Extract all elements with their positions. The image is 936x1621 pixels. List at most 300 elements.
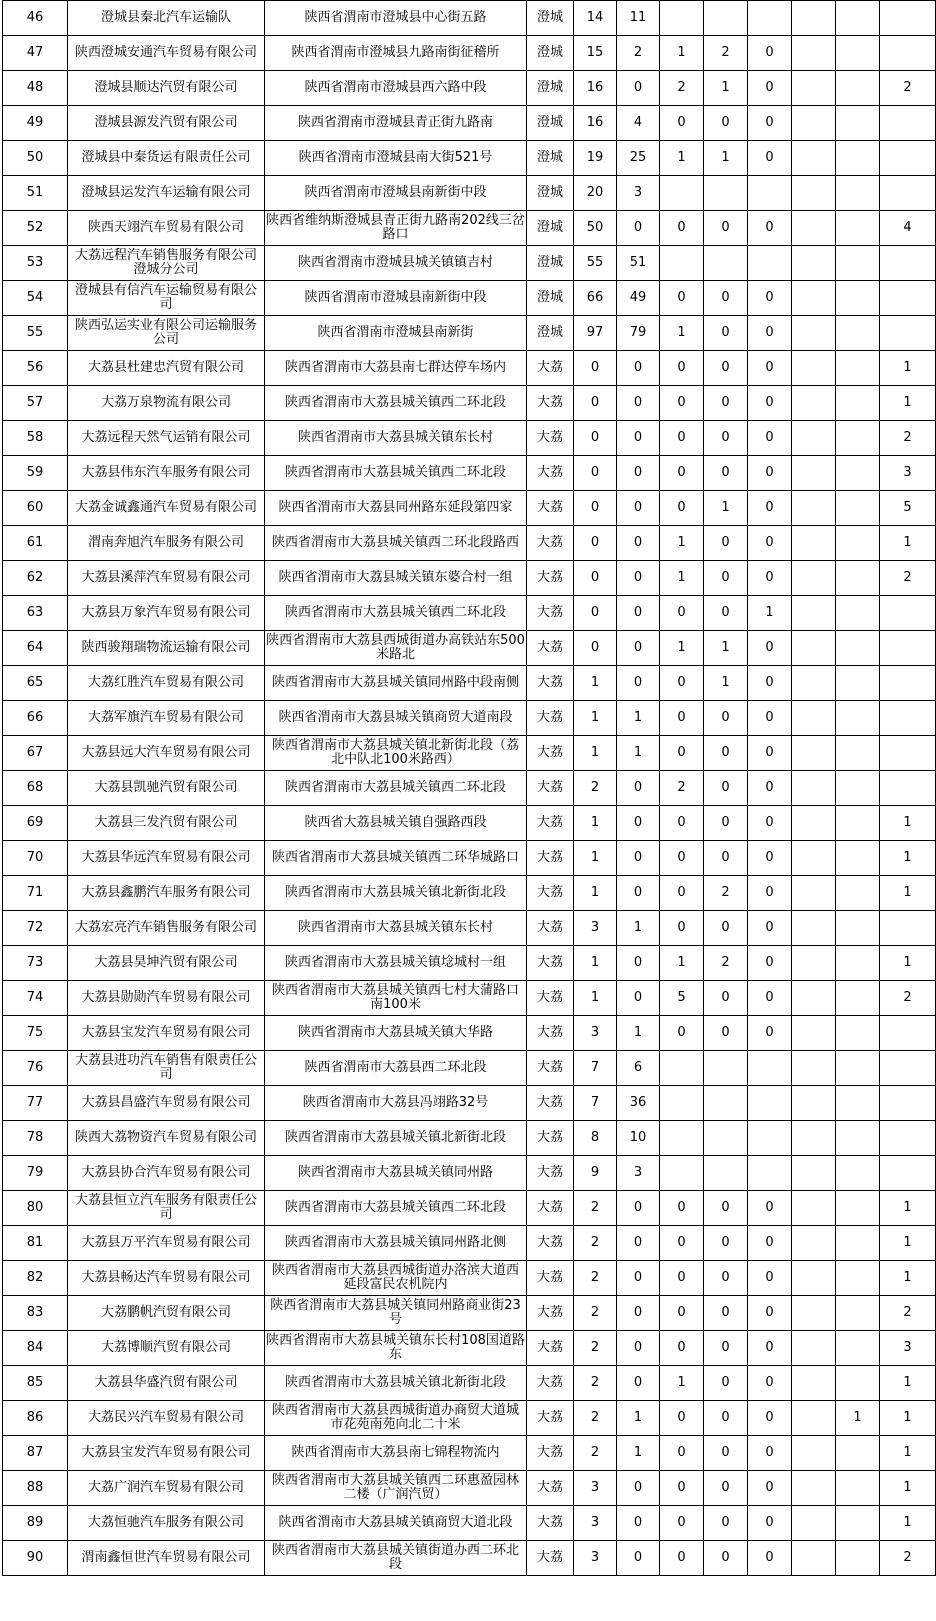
count-cell-4: 1 [704,491,748,526]
count-cell-3: 0 [660,386,704,421]
count-cell-4: 0 [704,1296,748,1331]
county-cell: 大荔 [527,526,574,561]
count-cell-7 [836,946,880,981]
county-cell: 澄城 [527,71,574,106]
count-cell-7 [836,246,880,281]
count-cell-7 [836,1086,880,1121]
count-cell-4: 0 [704,351,748,386]
count-cell-2: 0 [617,841,660,876]
count-cell-1: 0 [574,456,617,491]
count-cell-1: 15 [574,36,617,71]
table-row [3,631,936,666]
count-cell-8 [880,631,936,666]
count-cell-5: 0 [748,631,792,666]
row-number-cell: 55 [3,316,68,351]
table-row [3,701,936,736]
count-cell-5: 0 [748,456,792,491]
count-cell-5: 0 [748,386,792,421]
count-cell-6 [792,1051,836,1086]
count-cell-7 [836,1051,880,1086]
count-cell-2: 0 [617,631,660,666]
table-row [3,1471,936,1506]
row-number-cell: 75 [3,1016,68,1051]
address-cell: 陕西省渭南市大荔县西城街道办洛滨大道西延段富民农机院内 [265,1261,527,1296]
count-cell-2: 0 [617,981,660,1016]
county-cell: 大荔 [527,876,574,911]
count-cell-4: 0 [704,1191,748,1226]
table-row [3,1331,936,1366]
count-cell-4: 0 [704,211,748,246]
county-cell: 大荔 [527,1191,574,1226]
table-row [3,1506,936,1541]
row-number-cell: 83 [3,1296,68,1331]
count-cell-3: 0 [660,491,704,526]
count-cell-5: 0 [748,1296,792,1331]
county-cell: 大荔 [527,841,574,876]
count-cell-7 [836,1366,880,1401]
count-cell-3: 0 [660,1191,704,1226]
company-name-cell: 大荔县宝发汽车贸易有限公司 [68,1016,265,1051]
count-cell-3: 0 [660,106,704,141]
address-cell: 陕西省渭南市大荔县城关镇同州路商业街23号 [265,1296,527,1331]
company-name-cell: 大荔县杜建忠汽贸有限公司 [68,351,265,386]
table-row [3,141,936,176]
address-cell: 陕西省渭南市大荔县城关镇北新街北段 [265,876,527,911]
count-cell-1: 3 [574,1506,617,1541]
count-cell-1: 1 [574,946,617,981]
count-cell-8: 4 [880,211,936,246]
count-cell-2: 0 [617,1261,660,1296]
count-cell-7 [836,1436,880,1471]
count-cell-1: 1 [574,736,617,771]
count-cell-8 [880,736,936,771]
count-cell-7 [836,316,880,351]
count-cell-4: 0 [704,1506,748,1541]
county-cell: 大荔 [527,386,574,421]
count-cell-3: 0 [660,211,704,246]
count-cell-3: 1 [660,316,704,351]
row-number-cell: 80 [3,1191,68,1226]
company-name-cell: 大荔县勋勋汽车贸易有限公司 [68,981,265,1016]
count-cell-3: 0 [660,596,704,631]
count-cell-2: 25 [617,141,660,176]
county-cell: 大荔 [527,666,574,701]
count-cell-4: 1 [704,141,748,176]
address-cell: 陕西省渭南市澄城县中心街五路 [265,1,527,36]
company-name-cell: 大荔万泉物流有限公司 [68,386,265,421]
count-cell-8 [880,316,936,351]
table-row [3,491,936,526]
row-number-cell: 73 [3,946,68,981]
count-cell-1: 1 [574,701,617,736]
count-cell-5: 0 [748,806,792,841]
count-cell-3: 0 [660,456,704,491]
count-cell-8: 1 [880,1191,936,1226]
count-cell-1: 2 [574,1401,617,1436]
company-name-cell: 大荔红胜汽车贸易有限公司 [68,666,265,701]
count-cell-2: 1 [617,701,660,736]
count-cell-8: 2 [880,981,936,1016]
count-cell-3: 0 [660,736,704,771]
count-cell-7 [836,456,880,491]
count-cell-1: 97 [574,316,617,351]
count-cell-6 [792,491,836,526]
table-row [3,1436,936,1471]
count-cell-5 [748,246,792,281]
address-cell: 陕西省渭南市大荔县西二环北段 [265,1051,527,1086]
row-number-cell: 65 [3,666,68,701]
county-cell: 大荔 [527,1471,574,1506]
count-cell-6 [792,316,836,351]
company-name-cell: 陕西弘运实业有限公司运输服务公司 [68,316,265,351]
county-cell: 大荔 [527,1156,574,1191]
table-row [3,1366,936,1401]
table-row [3,736,936,771]
count-cell-1: 1 [574,806,617,841]
row-number-cell: 48 [3,71,68,106]
count-cell-6 [792,1121,836,1156]
count-cell-7 [836,736,880,771]
count-cell-6 [792,876,836,911]
address-cell: 陕西省渭南市大荔县城关镇北新街北段 [265,1366,527,1401]
count-cell-4: 0 [704,526,748,561]
count-cell-8 [880,1051,936,1086]
count-cell-8 [880,36,936,71]
table-row [3,1016,936,1051]
count-cell-5: 0 [748,876,792,911]
row-number-cell: 77 [3,1086,68,1121]
address-cell: 陕西省渭南市大荔县城关镇商贸大道北段 [265,1506,527,1541]
county-cell: 澄城 [527,1,574,36]
address-cell: 陕西省渭南市大荔县城关镇东长村 [265,421,527,456]
count-cell-8: 1 [880,1401,936,1436]
table-row [3,561,936,596]
count-cell-8 [880,771,936,806]
count-cell-7 [836,1506,880,1541]
count-cell-3: 0 [660,421,704,456]
table-row [3,1401,936,1436]
count-cell-4 [704,1156,748,1191]
count-cell-8: 1 [880,1226,936,1261]
count-cell-1: 0 [574,421,617,456]
county-cell: 大荔 [527,1506,574,1541]
count-cell-6 [792,666,836,701]
count-cell-1: 2 [574,1366,617,1401]
count-cell-4: 0 [704,1331,748,1366]
company-name-cell: 陕西骏翔瑞物流运输有限公司 [68,631,265,666]
count-cell-6 [792,211,836,246]
count-cell-1: 3 [574,1541,617,1576]
count-cell-5: 0 [748,666,792,701]
count-cell-8: 2 [880,1296,936,1331]
count-cell-4: 0 [704,1261,748,1296]
row-number-cell: 69 [3,806,68,841]
count-cell-3 [660,1121,704,1156]
company-name-cell: 大荔民兴汽车贸易有限公司 [68,1401,265,1436]
count-cell-2: 1 [617,1436,660,1471]
count-cell-8: 1 [880,386,936,421]
count-cell-2: 0 [617,211,660,246]
count-cell-8 [880,1121,936,1156]
count-cell-5: 0 [748,1331,792,1366]
count-cell-8: 2 [880,561,936,596]
count-cell-6 [792,1541,836,1576]
table-row [3,1051,936,1086]
count-cell-2: 0 [617,491,660,526]
company-name-cell: 大荔县万平汽车贸易有限公司 [68,1226,265,1261]
count-cell-5: 0 [748,1506,792,1541]
count-cell-3: 1 [660,946,704,981]
address-cell: 陕西省渭南市大荔县南七锦程物流内 [265,1436,527,1471]
company-name-cell: 澄城县源发汽贸有限公司 [68,106,265,141]
count-cell-1: 14 [574,1,617,36]
row-number-cell: 56 [3,351,68,386]
count-cell-4: 1 [704,666,748,701]
row-number-cell: 60 [3,491,68,526]
count-cell-4: 0 [704,701,748,736]
count-cell-6 [792,596,836,631]
count-cell-7 [836,1261,880,1296]
row-number-cell: 67 [3,736,68,771]
company-name-cell: 大荔县华盛汽贸有限公司 [68,1366,265,1401]
count-cell-1: 3 [574,1471,617,1506]
count-cell-6 [792,946,836,981]
count-cell-6 [792,561,836,596]
row-number-cell: 81 [3,1226,68,1261]
count-cell-6 [792,1471,836,1506]
address-cell: 陕西省渭南市大荔县城关镇东长村 [265,911,527,946]
table-row [3,246,936,281]
count-cell-2: 1 [617,911,660,946]
county-cell: 大荔 [527,596,574,631]
count-cell-2: 0 [617,1331,660,1366]
count-cell-6 [792,701,836,736]
count-cell-1: 1 [574,876,617,911]
count-cell-5: 0 [748,36,792,71]
row-number-cell: 86 [3,1401,68,1436]
count-cell-8: 1 [880,1261,936,1296]
count-cell-2: 0 [617,71,660,106]
row-number-cell: 82 [3,1261,68,1296]
count-cell-8: 1 [880,1471,936,1506]
address-cell: 陕西省渭南市大荔县城关镇商贸大道南段 [265,701,527,736]
count-cell-7 [836,491,880,526]
count-cell-4: 0 [704,981,748,1016]
count-cell-8: 1 [880,876,936,911]
company-name-cell: 大荔远程汽车销售服务有限公司澄城分公司 [68,246,265,281]
company-name-cell: 渭南奔旭汽车服务有限公司 [68,526,265,561]
count-cell-7 [836,1331,880,1366]
count-cell-7 [836,1226,880,1261]
count-cell-4 [704,246,748,281]
company-name-cell: 大荔博顺汽贸有限公司 [68,1331,265,1366]
count-cell-7 [836,141,880,176]
company-name-cell: 大荔县凯驰汽贸有限公司 [68,771,265,806]
count-cell-3: 0 [660,841,704,876]
row-number-cell: 47 [3,36,68,71]
county-cell: 大荔 [527,911,574,946]
count-cell-6 [792,1506,836,1541]
count-cell-2: 0 [617,771,660,806]
count-cell-2: 0 [617,1471,660,1506]
count-cell-3: 1 [660,1366,704,1401]
row-number-cell: 57 [3,386,68,421]
count-cell-7 [836,421,880,456]
count-cell-1: 0 [574,386,617,421]
address-cell: 陕西省渭南市大荔县城关镇东婆合村一组 [265,561,527,596]
county-cell: 大荔 [527,456,574,491]
count-cell-3: 0 [660,1506,704,1541]
count-cell-5: 0 [748,1401,792,1436]
company-name-cell: 大荔县畅达汽车贸易有限公司 [68,1261,265,1296]
count-cell-5: 0 [748,771,792,806]
count-cell-8 [880,281,936,316]
count-cell-1: 2 [574,771,617,806]
count-cell-2: 0 [617,561,660,596]
count-cell-2: 0 [617,876,660,911]
county-cell: 大荔 [527,1226,574,1261]
count-cell-7 [836,701,880,736]
count-cell-5: 0 [748,526,792,561]
count-cell-8 [880,701,936,736]
row-number-cell: 90 [3,1541,68,1576]
count-cell-4: 0 [704,841,748,876]
count-cell-8: 1 [880,841,936,876]
table-row [3,806,936,841]
count-cell-2: 0 [617,526,660,561]
company-name-cell: 澄城县顺达汽贸有限公司 [68,71,265,106]
county-cell: 澄城 [527,246,574,281]
count-cell-5: 0 [748,71,792,106]
count-cell-4: 0 [704,1226,748,1261]
count-cell-2: 6 [617,1051,660,1086]
row-number-cell: 85 [3,1366,68,1401]
count-cell-1: 3 [574,1016,617,1051]
count-cell-5: 0 [748,981,792,1016]
count-cell-6 [792,841,836,876]
count-cell-6 [792,1401,836,1436]
count-cell-1: 0 [574,526,617,561]
count-cell-6 [792,141,836,176]
count-cell-3: 0 [660,1401,704,1436]
company-name-cell: 大荔县溪萍汽车贸易有限公司 [68,561,265,596]
table-row [3,981,936,1016]
count-cell-3: 1 [660,526,704,561]
company-name-cell: 大荔县恒立汽车服务有限责任公司 [68,1191,265,1226]
count-cell-1: 0 [574,596,617,631]
count-cell-6 [792,526,836,561]
count-cell-2: 1 [617,1401,660,1436]
county-cell: 大荔 [527,1051,574,1086]
count-cell-4 [704,1051,748,1086]
count-cell-3: 0 [660,1436,704,1471]
count-cell-1: 16 [574,106,617,141]
county-cell: 大荔 [527,946,574,981]
table-row [3,1296,936,1331]
table-row [3,1261,936,1296]
count-cell-2: 0 [617,1226,660,1261]
row-number-cell: 78 [3,1121,68,1156]
county-cell: 澄城 [527,176,574,211]
company-name-cell: 大荔县昌盛汽车贸易有限公司 [68,1086,265,1121]
count-cell-1: 2 [574,1296,617,1331]
count-cell-2: 3 [617,176,660,211]
count-cell-3: 0 [660,1261,704,1296]
company-name-cell: 澄城县中秦货运有限责任公司 [68,141,265,176]
count-cell-4: 0 [704,596,748,631]
count-cell-3 [660,1086,704,1121]
row-number-cell: 87 [3,1436,68,1471]
county-cell: 大荔 [527,1366,574,1401]
count-cell-7 [836,1296,880,1331]
county-cell: 澄城 [527,141,574,176]
count-cell-7 [836,1156,880,1191]
count-cell-7 [836,806,880,841]
count-cell-6 [792,1086,836,1121]
count-cell-3: 1 [660,561,704,596]
count-cell-2: 0 [617,1296,660,1331]
count-cell-6 [792,1156,836,1191]
count-cell-6 [792,1331,836,1366]
count-cell-7 [836,1121,880,1156]
count-cell-3: 2 [660,771,704,806]
row-number-cell: 54 [3,281,68,316]
count-cell-2: 0 [617,946,660,981]
row-number-cell: 50 [3,141,68,176]
count-cell-4: 0 [704,911,748,946]
county-cell: 大荔 [527,771,574,806]
address-cell: 陕西省渭南市大荔县南七群达停车场内 [265,351,527,386]
address-cell: 陕西省渭南市澄城县南新街 [265,316,527,351]
count-cell-1: 0 [574,631,617,666]
company-name-cell: 大荔县协合汽车贸易有限公司 [68,1156,265,1191]
count-cell-8 [880,1086,936,1121]
count-cell-4: 0 [704,771,748,806]
count-cell-1: 16 [574,71,617,106]
address-cell: 陕西省渭南市大荔县城关镇同州路北侧 [265,1226,527,1261]
count-cell-5: 0 [748,1541,792,1576]
count-cell-2: 0 [617,351,660,386]
count-cell-6 [792,246,836,281]
count-cell-6 [792,176,836,211]
count-cell-4: 0 [704,736,748,771]
count-cell-5: 0 [748,141,792,176]
count-cell-5 [748,176,792,211]
county-cell: 大荔 [527,631,574,666]
count-cell-7 [836,841,880,876]
vehicle-company-table [2,0,936,1576]
row-number-cell: 79 [3,1156,68,1191]
count-cell-5 [748,1,792,36]
count-cell-8 [880,911,936,946]
count-cell-8 [880,1,936,36]
count-cell-6 [792,1226,836,1261]
table-row [3,386,936,421]
count-cell-8: 1 [880,806,936,841]
count-cell-4 [704,1,748,36]
table-row [3,1121,936,1156]
company-name-cell: 大荔县远大汽车贸易有限公司 [68,736,265,771]
count-cell-5: 0 [748,561,792,596]
table-row [3,211,936,246]
county-cell: 大荔 [527,736,574,771]
count-cell-7 [836,106,880,141]
count-cell-3: 1 [660,631,704,666]
company-name-cell: 澄城县有信汽车运输贸易有限公司 [68,281,265,316]
count-cell-4: 2 [704,946,748,981]
count-cell-1: 1 [574,666,617,701]
company-name-cell: 陕西天翊汽车贸易有限公司 [68,211,265,246]
